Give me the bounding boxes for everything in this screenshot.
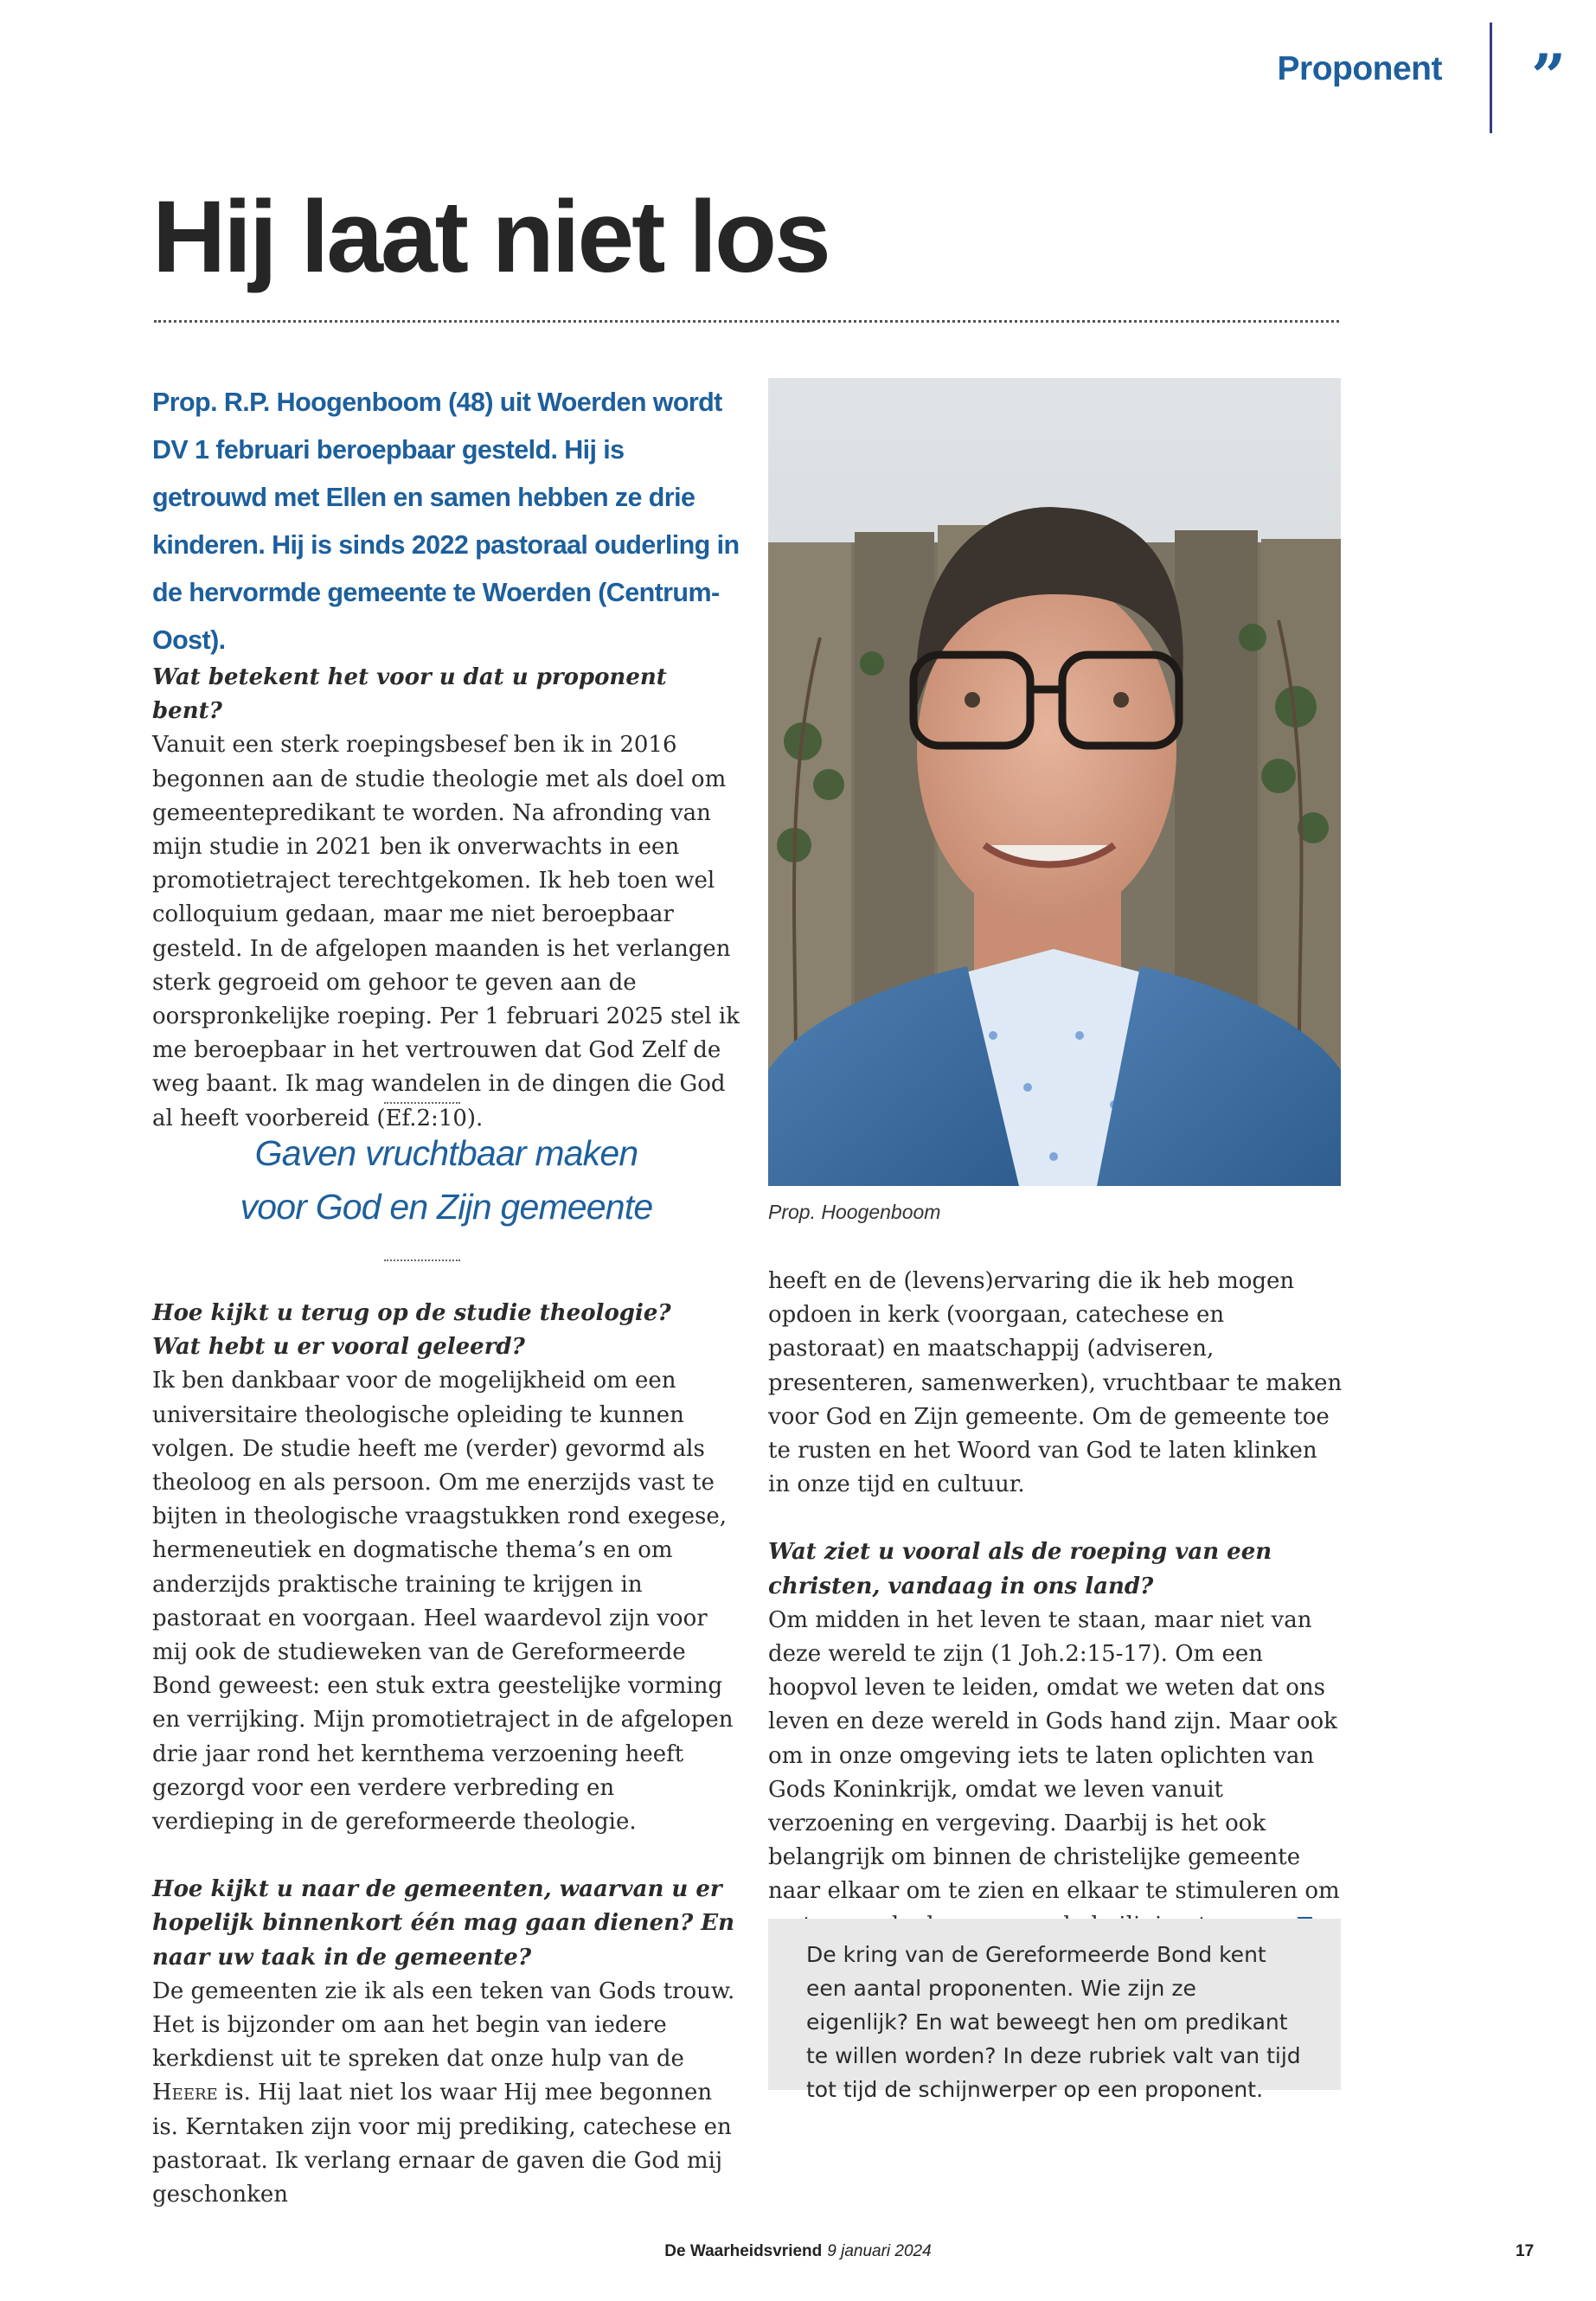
page-number: 17 [1516,2242,1535,2260]
footer-date: 9 januari 2024 [827,2242,932,2260]
title-divider [154,320,1339,323]
heere-smallcaps: Heere [152,2080,218,2106]
question-1: Wat betekent het voor u dat u proponent bent? [152,664,667,725]
answer-3-continuation: heeft en de (levens)ervaring die ik heb mogen opdoen in kerk (voorgaan, catechese en pastoraat) en maatschappij (adviseren, presenteren, samenwerken), vruchtbaar te maken voor God en Zijn gemeente. Om de gemeente toe te rusten en het Woord van God te laten klinken in onze tijd en cultuur. [768,1268,1343,1498]
portrait-photo [768,378,1341,1186]
footer-magazine: De Waarheidsvriend [664,2242,823,2260]
footer [0,2242,1596,2261]
article-column-left-top [152,661,740,1136]
pullquote-line-1: Gaven vruchtbaar maken [254,1133,638,1173]
question-2-line-1: Hoe kijkt u terug op de studie theologie? [152,1300,671,1326]
header-divider [1490,22,1492,133]
section-label: Proponent [1277,50,1442,87]
page-title: Hij laat niet los [152,180,829,294]
pullquote-divider-top [384,1102,460,1104]
question-2-line-2: Wat hebt u er vooral geleerd? [152,1334,525,1361]
pullquote-divider-bottom [384,1259,460,1261]
answer-3-part-1: De gemeenten zie ik als een teken van Gods trouw. Het is bijzonder om aan het begin van iedere kerkdienst uit te spreken dat onze hulp van de [152,1977,735,2073]
info-box: De kring van de Gereformeerde Bond kent een aantal proponenten. Wie zijn ze eigenlijk? En wat beweegt hen om predikant te willen worden? In deze rubriek valt van tijd tot tijd de schijnwerper op een proponent. [768,1919,1341,2090]
answer-1: Vanuit een sterk roepingsbesef ben ik in 2016 begonnen aan de studie theologie met als doel om gemeentepredikant te worden. Na afronding van mijn studie in 2021 ben ik onverwachts in een promotietraject terechtgekomen. Ik heb toen wel colloquium gedaan, maar me niet beroepbaar gesteld. In de afgelopen maanden is het verlangen sterk gegroeid om gehoor te geven aan de oorspronkelijke roeping. Per 1 februari 2025 stel ik me beroepbaar in het vertrouwen dat God Zelf de weg baant. Ik mag wandelen in de dingen die God al heeft voorbereid (Ef.2:10). [152,732,740,1131]
closing-quote-icon: ” [1531,41,1567,112]
article-column-right [768,1265,1343,1943]
question-3: Hoe kijkt u naar de gemeenten, waarvan u er hopelijk binnenkort één mag gaan dienen? En naar uw taak in de gemeente? [152,1876,735,1971]
answer-4 [768,1604,1343,1943]
photo-caption: Prop. Hoogenboom [768,1201,941,1223]
intro-paragraph: Prop. R.P. Hoogenboom (48) uit Woerden wordt DV 1 februari beroepbaar gesteld. Hij is getrouwd met Ellen en samen hebben ze drie kinderen. Hij is sinds 2022 pastoraal ouderling in de hervormde gemeente te Woerden (Centrum-Oost). [152,388,740,655]
answer-2: Ik ben dankbaar voor de mogelijkheid om een universitaire theologische opleiding te kunnen volgen. De studie heeft me (verder) gevormd als theoloog en als persoon. Om me enerzijds vast te bijten in theologische vraagstukken rond exegese, hermeneutiek en dogmatische thema’s en om anderzijds praktische training te krijgen in pastoraat en voorgaan. Heel waardevol zijn voor mij ook de studieweken van de Gereformeerde Bond geweest: een stuk extra geestelijke vorming en verrijking. Mijn promotietraject in de afgelopen drie jaar rond het kernthema verzoening heeft gezorgd voor een verdere verbreding en verdieping in de gereformeerde theologie. [152,1368,734,1836]
answer-4-text: Om midden in het leven te staan, maar niet van deze wereld te zijn (1 Joh.2:15-17). Om een hoopvol leven te leiden, omdat we weten dat ons leven en deze wereld in Gods hand zijn. Maar ook om in onze omgeving iets te laten oplichten van Gods Koninkrijk, omdat we leven vanuit verzoening en vergeving. Daarbij is het ook belangrijk om binnen de christelijke gemeente naar elkaar om te zien en elkaar te stimuleren om [768,1606,1340,1905]
article-column-left-bottom [152,1297,740,2212]
question-4: Wat ziet u vooral als de roeping van een christen, vandaag in ons land? [768,1539,1272,1599]
pullquote [152,1126,740,1234]
answer-3-part-2: is. Hij laat niet los waar Hij mee begonnen is. Kerntaken zijn voor mij prediking, catechese en pastoraat. Ik verlang ernaar de gaven die God mij geschonken [152,2080,732,2208]
answer-3 [152,1975,740,2212]
pullquote-line-2: voor God en Zijn gemeente [240,1187,653,1227]
